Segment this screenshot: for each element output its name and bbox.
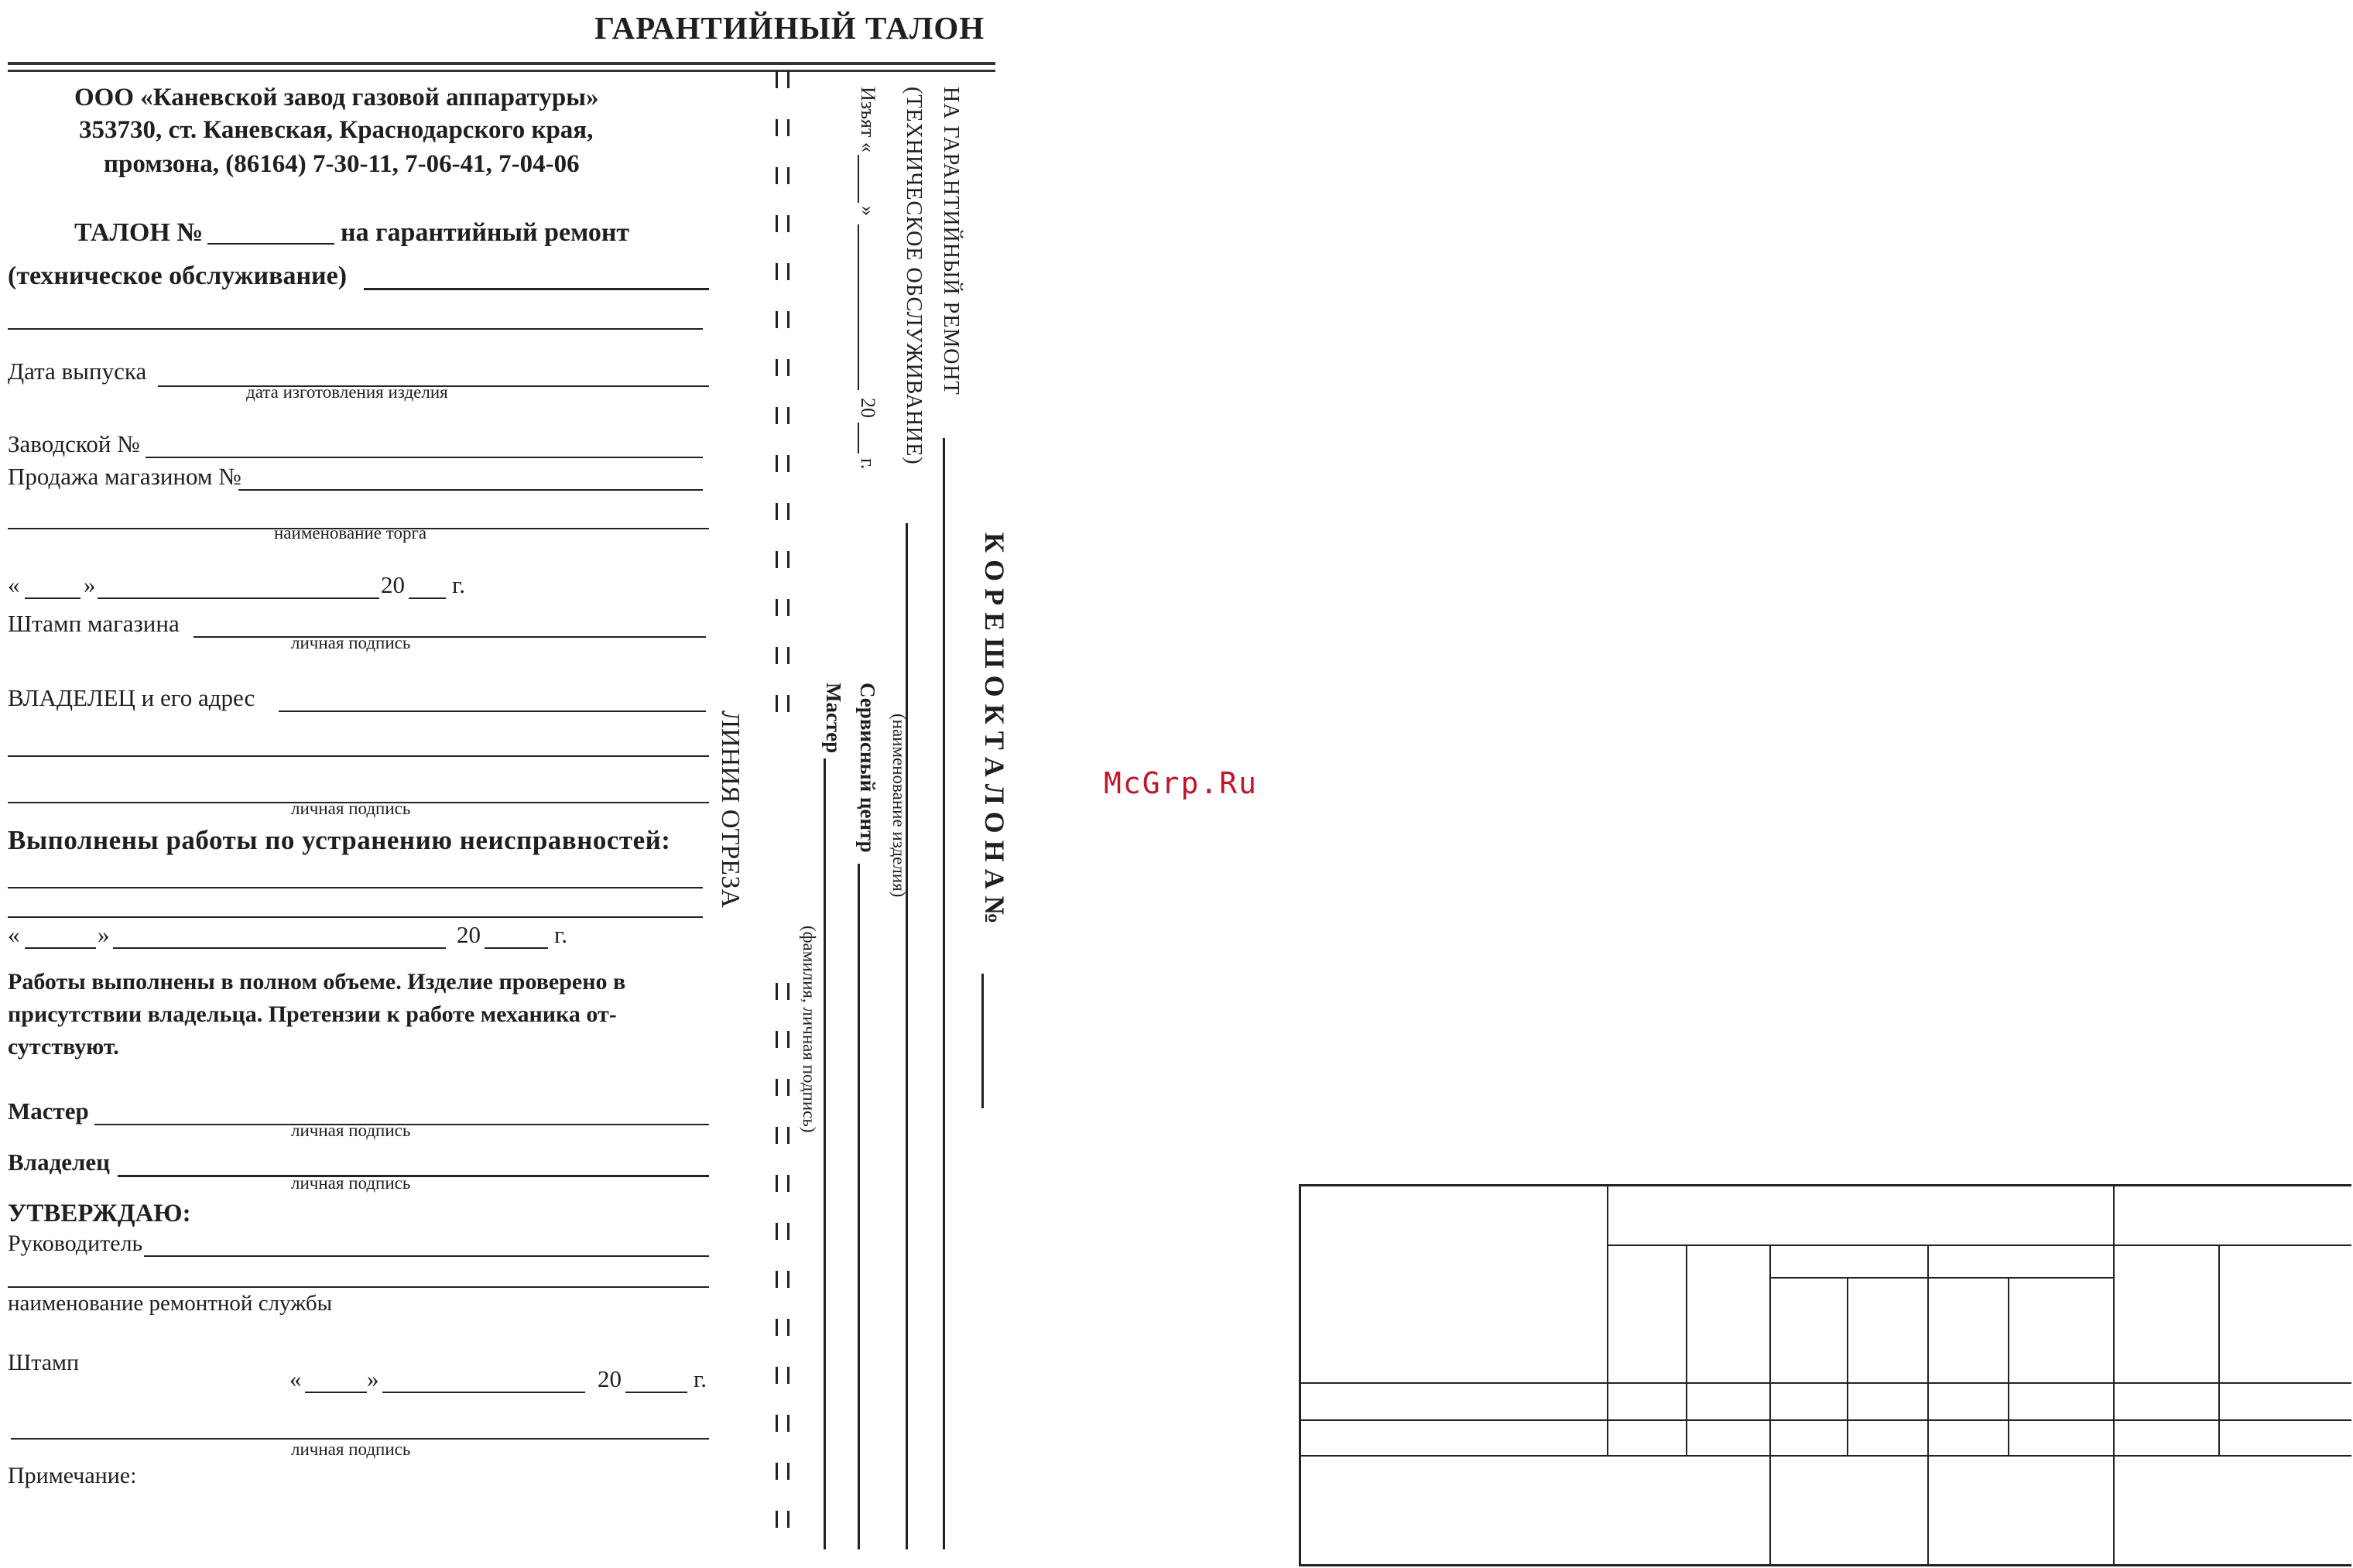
table-vline-a	[1607, 1184, 1608, 1457]
company-name: ООО «Каневской завод газовой аппаратуры»	[74, 84, 599, 111]
talon-number-line	[207, 243, 334, 245]
serial-line	[146, 457, 703, 458]
cut-line-segment	[776, 1367, 789, 1384]
stub-warranty-line	[943, 438, 945, 1549]
header-rule-bottom	[8, 70, 995, 72]
approve-day-line	[305, 1392, 367, 1393]
table-hline-4	[1299, 1419, 2351, 1421]
watermark[interactable]: McGrp.Ru	[1104, 766, 1259, 800]
owner-address-line-1	[8, 755, 709, 757]
works-year-prefix: 20	[457, 921, 481, 948]
works-line-2	[8, 916, 703, 918]
stub-withdrawn-label: Изъят «	[857, 87, 879, 152]
works-line-1	[8, 887, 703, 888]
table-vline-g	[2008, 1277, 2009, 1457]
table-hline-2	[1769, 1277, 2113, 1279]
sale-date-close: »	[84, 571, 96, 598]
cut-line-segment	[776, 1175, 789, 1192]
cut-line-segment	[776, 1031, 789, 1048]
cut-line-label: ЛИНИЯ ОТРЕЗА	[716, 710, 745, 908]
cut-line-segment	[776, 311, 789, 328]
stamp-label: Штамп	[8, 1350, 80, 1375]
sold-by-line	[238, 489, 703, 491]
note-label: Примечание:	[8, 1463, 137, 1488]
owner-signature-hint: личная подпись	[291, 799, 411, 818]
approve-year-suffix: г.	[694, 1365, 707, 1392]
works-year-suffix: г.	[554, 921, 567, 948]
table-vline-h	[2218, 1244, 2220, 1457]
service-line	[364, 288, 709, 290]
works-date-open: «	[8, 921, 20, 948]
cut-line-segment	[776, 1463, 789, 1480]
master-label: Мастер	[8, 1097, 89, 1125]
trade-name-hint: наименование торга	[274, 523, 427, 543]
stub-title-line	[981, 974, 984, 1108]
stub-withdrawn-month-line	[858, 224, 859, 390]
stub-withdrawn-year: 20	[857, 398, 879, 418]
works-day-line	[25, 947, 96, 949]
cut-line-segment	[776, 1319, 789, 1336]
cut-line-segment	[776, 407, 789, 424]
cut-line-segment	[776, 263, 789, 280]
sale-year-prefix: 20	[381, 571, 405, 598]
repair-service-hint: наименование ремонтной службы	[8, 1291, 333, 1316]
stub-maintenance-line	[906, 523, 908, 1549]
company-phones: промзона, (86164) 7-30-11, 7-06-41, 7-04-06	[104, 150, 580, 178]
stub-master: Мастер	[822, 683, 845, 754]
service-label: (техническое обслуживание)	[8, 262, 348, 290]
blank-line-1	[8, 328, 703, 330]
cut-line-segment	[776, 695, 789, 712]
stub-service-center: Сервисный центр	[856, 683, 879, 853]
owner-line	[279, 710, 706, 712]
stub-master-line	[824, 758, 826, 1549]
cut-line-segment	[776, 1511, 789, 1528]
works-done-line-2: присутствии владельца. Претензии к работе механика от-	[8, 1001, 617, 1027]
stub-warranty-repair: НА ГАРАНТИЙНЫЙ РЕМОНТ	[939, 87, 963, 395]
works-done-line-1: Работы выполнены в полном объеме. Изделие проверено в	[8, 969, 626, 995]
works-heading: Выполнены работы по устранению неисправностей:	[8, 825, 671, 855]
company-address: 353730, ст. Каневская, Краснодарского края,	[79, 116, 594, 144]
stub-maintenance: (ТЕХНИЧЕСКОЕ ОБСЛУЖИВАНИЕ)	[902, 87, 926, 465]
table-vline-c	[1686, 1244, 1687, 1457]
cut-line-segment	[776, 119, 789, 136]
cut-line-segment	[776, 1127, 789, 1144]
cut-line-segment	[776, 1415, 789, 1432]
cut-line-segment	[776, 983, 789, 1000]
cut-line-segment	[776, 71, 789, 88]
cut-line-segment	[776, 455, 789, 472]
head-label: Руководитель	[8, 1231, 143, 1256]
cut-line-segment	[776, 647, 789, 664]
stub-title: К О Р Е Ш О К Т А Л О Н А №	[979, 532, 1010, 924]
table-vline-b	[2113, 1184, 2115, 1457]
table-frame	[1299, 1184, 2351, 1566]
stub-withdrawn-year-line	[858, 423, 859, 454]
cut-line-segment	[776, 599, 789, 616]
approve-date-close: »	[367, 1365, 379, 1392]
approve-label: УТВЕРЖДАЮ:	[8, 1200, 191, 1227]
store-stamp-label: Штамп магазина	[8, 610, 180, 637]
page-title: ГАРАНТИЙНЫЙ ТАЛОН	[594, 10, 985, 46]
stub-withdrawn-g: г.	[857, 458, 879, 470]
sold-by-label: Продажа магазином №	[8, 463, 241, 490]
release-date-label: Дата выпуска	[8, 358, 147, 385]
blank-table	[1299, 1184, 2353, 1568]
approve-date-open: «	[289, 1365, 302, 1392]
table-hline-5	[1299, 1455, 2351, 1457]
release-date-hint: дата изготовления изделия	[246, 382, 448, 402]
sale-year-suffix: г.	[452, 571, 465, 598]
works-month-line	[113, 947, 446, 949]
stub-withdrawn-mid: »	[857, 206, 879, 216]
talon-number-suffix: на гарантийный ремонт	[341, 218, 630, 247]
serial-label: Заводской №	[8, 430, 140, 457]
table-vline-e	[1927, 1244, 1929, 1566]
works-date-close: »	[98, 921, 110, 948]
sale-date-open: «	[8, 571, 20, 598]
cut-line-segment	[776, 503, 789, 520]
sale-day-line	[25, 597, 80, 599]
stub-withdrawn-day-line	[858, 155, 859, 203]
table-hline-3	[1299, 1382, 2351, 1384]
talon-number-label: ТАЛОН №	[74, 218, 204, 247]
store-stamp-line	[194, 636, 706, 638]
cut-line-segment	[776, 551, 789, 568]
works-year-line	[485, 947, 548, 949]
approve-month-line	[382, 1392, 585, 1393]
stub-service-center-line	[858, 864, 860, 1549]
table-vline-d	[1769, 1244, 1771, 1566]
stub-name-sign-hint: (фамилия, личная подпись)	[800, 926, 819, 1133]
sale-year-line	[409, 597, 446, 599]
table-vline-f	[1847, 1277, 1848, 1457]
owner-signature-hint-2: личная подпись	[291, 1173, 411, 1193]
cut-line-segment	[776, 1223, 789, 1240]
master-signature-hint: личная подпись	[291, 1121, 411, 1140]
cut-line-segment	[776, 1271, 789, 1288]
cut-line-segment	[776, 215, 789, 232]
cut-line-segment	[776, 1079, 789, 1096]
head-line	[144, 1255, 709, 1257]
repair-service-line	[8, 1286, 709, 1288]
works-done-line-3: сутствуют.	[8, 1034, 119, 1060]
table-hline-1	[1607, 1244, 2351, 1246]
store-signature-hint: личная подпись	[291, 633, 411, 652]
sale-month-line	[98, 597, 379, 599]
table-vline-bottom	[2113, 1455, 2115, 1566]
cut-line-segment	[776, 359, 789, 376]
owner-sign-label: Владелец	[8, 1149, 111, 1176]
approve-signature-hint: личная подпись	[291, 1440, 411, 1459]
approve-year-prefix: 20	[598, 1365, 622, 1392]
stub-product-name-hint: (наименование изделия)	[889, 714, 909, 898]
header-rule-top	[8, 62, 995, 65]
owner-sign-line	[118, 1175, 709, 1177]
owner-label: ВЛАДЕЛЕЦ и его адрес	[8, 684, 255, 711]
approve-year-line	[625, 1392, 687, 1393]
cut-line-segment	[776, 167, 789, 184]
